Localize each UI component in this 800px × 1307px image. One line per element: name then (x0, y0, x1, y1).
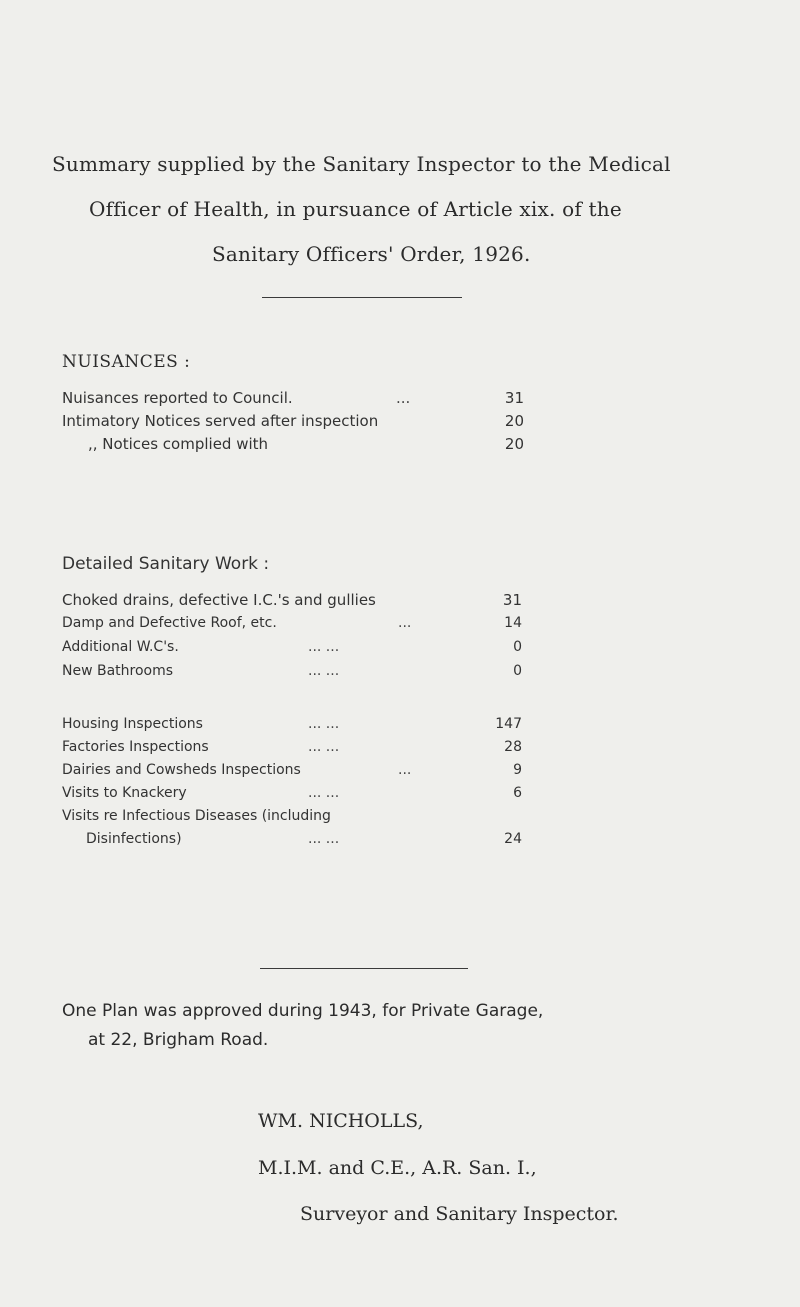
row-label: Choked drains, defective I.C.'s and gullies (62, 591, 376, 609)
row-label: Intimatory Notices served after inspection (62, 412, 379, 430)
nuisances-row (62, 412, 524, 434)
plan-line-2: at 22, Brigham Road. (88, 1030, 269, 1050)
row-label: ,, Notices complied with (88, 435, 269, 453)
plan-line-1: One Plan was approved during 1943, for Private Garage, (62, 1001, 544, 1021)
row-label: Housing Inspections (62, 716, 203, 732)
row-value: 20 (504, 435, 524, 453)
divider-bottom (260, 968, 468, 969)
row-leader: ... ... (308, 663, 340, 679)
inspections-row (62, 808, 522, 830)
row-leader: ... (398, 615, 412, 631)
row-label: New Bathrooms (62, 663, 174, 679)
row-value: 14 (504, 615, 522, 631)
row-value: 28 (504, 739, 522, 755)
row-leader: ... ... (308, 639, 340, 655)
row-value: 20 (504, 412, 524, 430)
row-value: 147 (495, 716, 522, 732)
row-value: 31 (502, 591, 522, 609)
inspections-row (62, 831, 522, 853)
signature-title: Surveyor and Sanitary Inspector. (300, 1203, 619, 1225)
row-label: Visits to Knackery (62, 785, 187, 801)
intro-line-3: Sanitary Officers' Order, 1926. (212, 242, 531, 266)
row-value: 9 (513, 762, 522, 778)
nuisances-heading: NUISANCES : (62, 352, 191, 372)
row-leader: ... (398, 762, 412, 778)
row-label: Additional W.C's. (62, 639, 179, 655)
row-label: Disinfections) (86, 831, 182, 847)
detailed-row (62, 639, 522, 661)
intro-line-1: Summary supplied by the Sanitary Inspector to the Medical (52, 152, 671, 176)
row-value: 24 (504, 831, 522, 847)
row-label: Dairies and Cowsheds Inspections (62, 762, 301, 778)
nuisances-table (62, 389, 524, 469)
detailed-heading: Detailed Sanitary Work : (62, 554, 270, 574)
row-leader: ... ... (308, 739, 340, 755)
nuisances-row (62, 435, 524, 457)
row-label: Visits re Infectious Diseases (including (62, 808, 331, 824)
detailed-table (62, 591, 522, 691)
row-label: Nuisances reported to Council. (62, 389, 293, 407)
detailed-row (62, 591, 522, 613)
row-leader: ... ... (308, 831, 340, 847)
inspections-row (62, 716, 522, 738)
row-leader: ... ... (308, 785, 340, 801)
divider-top (262, 297, 462, 298)
signature-name: WM. NICHOLLS, (258, 1110, 424, 1132)
inspections-row (62, 739, 522, 761)
row-leader: ... (396, 389, 411, 407)
row-value: 0 (513, 663, 522, 679)
row-value: 6 (513, 785, 522, 801)
intro-line-2: Officer of Health, in pursuance of Article xix. of the (89, 197, 622, 221)
inspections-row (62, 785, 522, 807)
inspections-row (62, 762, 522, 784)
inspections-table (62, 716, 522, 866)
row-label: Damp and Defective Roof, etc. (62, 615, 277, 631)
signature-qualifications: M.I.M. and C.E., A.R. San. I., (258, 1157, 537, 1179)
detailed-row (62, 663, 522, 685)
nuisances-row (62, 389, 524, 411)
detailed-row (62, 615, 522, 637)
row-leader: ... ... (308, 716, 340, 732)
row-label: Factories Inspections (62, 739, 209, 755)
row-value: 31 (504, 389, 524, 407)
row-value: 0 (513, 639, 522, 655)
